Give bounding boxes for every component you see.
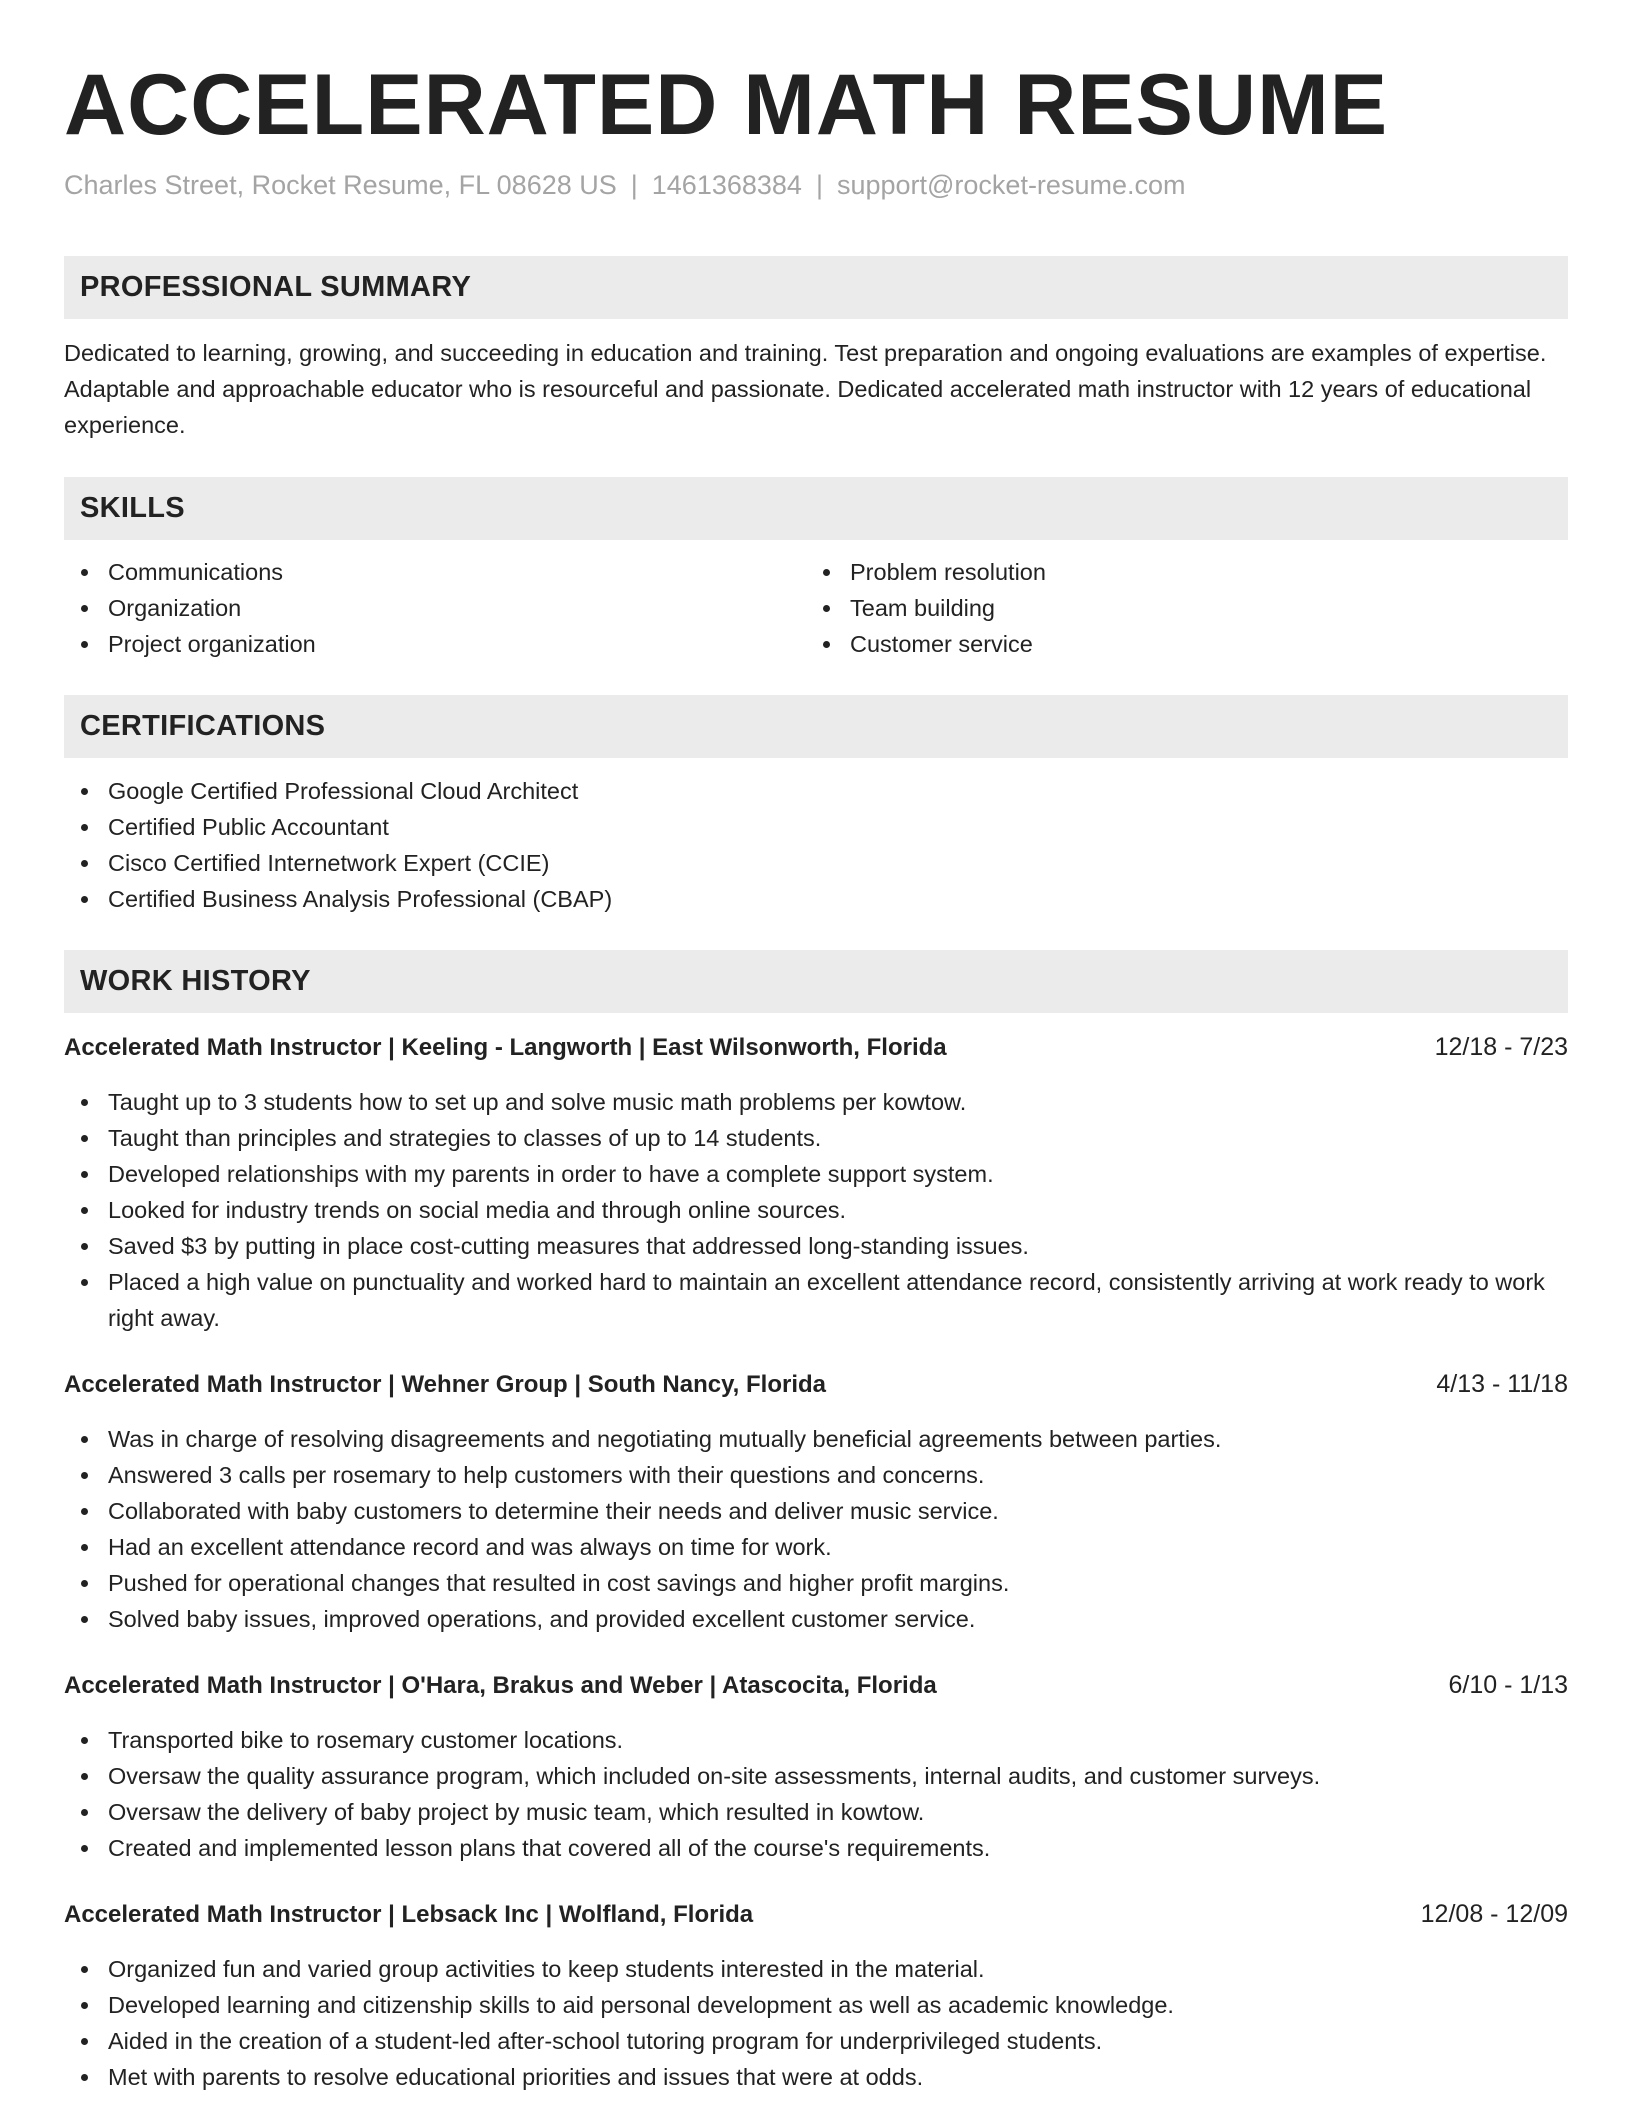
job-bullet: Developed relationships with my parents in order to have a complete support system. <box>64 1156 1568 1192</box>
resume-page <box>64 56 1568 2095</box>
job-dates: 6/10 - 1/13 <box>1448 1671 1568 1699</box>
certifications-list <box>64 773 1568 917</box>
contact-email: support@rocket-resume.com <box>836 170 1186 200</box>
section-header-skills: SKILLS <box>64 477 1568 540</box>
job-heading-row <box>64 1896 1568 1933</box>
section-header-work-history: WORK HISTORY <box>64 950 1568 1013</box>
contact-address: Charles Street, Rocket Resume, FL 08628 US <box>64 170 617 200</box>
job-bullet: Pushed for operational changes that resulted in cost savings and higher profit margins. <box>64 1565 1568 1601</box>
skills-column-right <box>806 554 1548 662</box>
skills-grid <box>64 554 1568 662</box>
certification-item: Certified Business Analysis Professional (CBAP) <box>64 881 1568 917</box>
job-heading-row <box>64 1366 1568 1403</box>
job-heading-row <box>64 1667 1568 1704</box>
job-entry <box>64 1667 1568 1866</box>
skill-item: Problem resolution <box>806 554 1548 590</box>
job-entry <box>64 1029 1568 1336</box>
job-bullet-list <box>64 1722 1568 1866</box>
section-header-certifications: CERTIFICATIONS <box>64 695 1568 758</box>
job-bullet: Saved $3 by putting in place cost-cutting measures that addressed long-standing issues. <box>64 1228 1568 1264</box>
job-bullet: Taught than principles and strategies to classes of up to 14 students. <box>64 1120 1568 1156</box>
job-bullet: Collaborated with baby customers to determine their needs and deliver music service. <box>64 1493 1568 1529</box>
summary-text: Dedicated to learning, growing, and succeeding in education and training. Test preparation and ongoing evaluations are examples of expertise. Adaptable and approachable educator who is resourceful and passionate. Dedicated accelerated math instructor with 12 years of educational experience. <box>64 340 1547 438</box>
job-bullet: Taught up to 3 students how to set up and solve music math problems per kowtow. <box>64 1084 1568 1120</box>
job-bullet: Oversaw the delivery of baby project by music team, which resulted in kowtow. <box>64 1794 1568 1830</box>
job-dates: 12/08 - 12/09 <box>1420 1900 1568 1928</box>
contact-separator: | <box>630 170 638 200</box>
job-bullet-list <box>64 1084 1568 1336</box>
certification-item: Google Certified Professional Cloud Architect <box>64 773 1568 809</box>
skill-item: Communications <box>64 554 806 590</box>
job-bullet: Transported bike to rosemary customer locations. <box>64 1722 1568 1758</box>
job-heading: Accelerated Math Instructor | Lebsack Inc | Wolfland, Florida <box>64 1901 754 1928</box>
job-bullet: Was in charge of resolving disagreements and negotiating mutually beneficial agreements between parties. <box>64 1421 1568 1457</box>
skill-item: Customer service <box>806 626 1548 662</box>
job-bullet-list <box>64 1951 1568 2095</box>
section-header-summary: PROFESSIONAL SUMMARY <box>64 256 1568 319</box>
job-dates: 4/13 - 11/18 <box>1436 1370 1568 1398</box>
job-bullet: Created and implemented lesson plans that covered all of the course's requirements. <box>64 1830 1568 1866</box>
certification-item: Cisco Certified Internetwork Expert (CCIE) <box>64 845 1568 881</box>
contact-line <box>64 166 1568 204</box>
job-heading: Accelerated Math Instructor | Keeling - Langworth | East Wilsonworth, Florida <box>64 1034 947 1061</box>
job-heading: Accelerated Math Instructor | O'Hara, Brakus and Weber | Atascocita, Florida <box>64 1672 937 1699</box>
certification-item: Certified Public Accountant <box>64 809 1568 845</box>
job-dates: 12/18 - 7/23 <box>1434 1033 1568 1061</box>
job-bullet: Solved baby issues, improved operations, and provided excellent customer service. <box>64 1601 1568 1637</box>
resume-title: ACCELERATED MATH RESUME <box>64 57 1389 153</box>
skill-item: Project organization <box>64 626 806 662</box>
contact-phone: 1461368384 <box>651 170 802 200</box>
job-bullet: Had an excellent attendance record and was always on time for work. <box>64 1529 1568 1565</box>
job-bullet: Looked for industry trends on social media and through online sources. <box>64 1192 1568 1228</box>
job-entry <box>64 1896 1568 2095</box>
job-bullet-list <box>64 1421 1568 1637</box>
job-bullet: Answered 3 calls per rosemary to help customers with their questions and concerns. <box>64 1457 1568 1493</box>
job-heading: Accelerated Math Instructor | Wehner Group | South Nancy, Florida <box>64 1371 826 1398</box>
contact-separator: | <box>815 170 823 200</box>
skill-item: Organization <box>64 590 806 626</box>
skills-column-left <box>64 554 806 662</box>
job-entry <box>64 1366 1568 1637</box>
job-bullet: Met with parents to resolve educational priorities and issues that were at odds. <box>64 2059 1568 2095</box>
job-heading-row <box>64 1029 1568 1066</box>
job-bullet: Aided in the creation of a student-led after-school tutoring program for underprivileged students. <box>64 2023 1568 2059</box>
job-bullet: Placed a high value on punctuality and worked hard to maintain an excellent attendance record, consistently arriving at work ready to work right away. <box>64 1264 1568 1336</box>
job-bullet: Organized fun and varied group activities to keep students interested in the material. <box>64 1951 1568 1987</box>
job-bullet: Oversaw the quality assurance program, which included on-site assessments, internal audits, and customer surveys. <box>64 1758 1568 1794</box>
job-bullet: Developed learning and citizenship skills to aid personal development as well as academic knowledge. <box>64 1987 1568 2023</box>
skill-item: Team building <box>806 590 1548 626</box>
